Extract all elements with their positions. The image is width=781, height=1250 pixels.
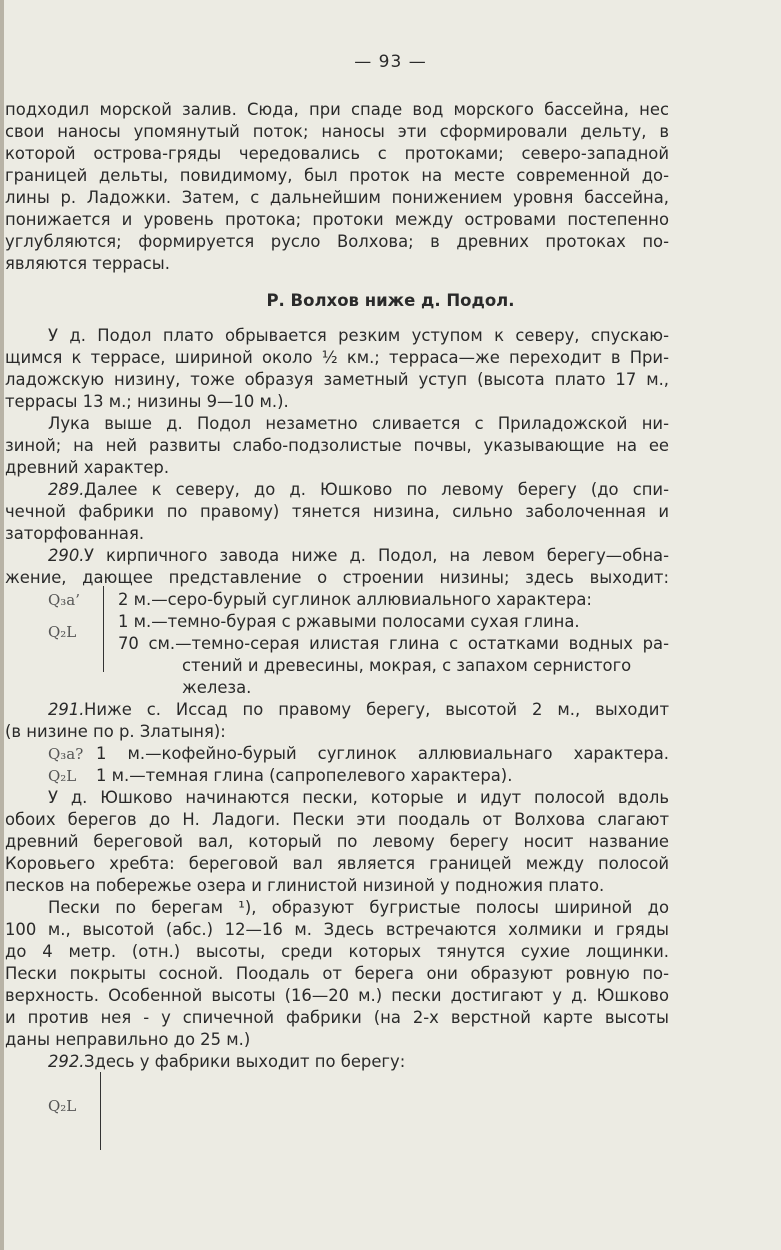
text-line: подходил морской залив. Сюда, при спаде вод морского бассейна, нес	[5, 100, 669, 119]
stratum-index: Q₂L	[48, 623, 77, 641]
stratum-description: стений и древесины, мокрая, с запахом сернистого	[182, 656, 632, 675]
text-line: до 4 метр. (отн.) высоты, среди которых тянутся сухие лощинки.	[5, 942, 669, 961]
text-line: свои наносы упомянутый поток; наносы эти сформировали дельту, в	[5, 122, 669, 141]
text-line: ладожскую низину, тоже образуя заметный уступ (высота плато 17 м.,	[5, 370, 669, 389]
text-line: жение, дающее представление о строении низины; здесь выходит:	[5, 568, 669, 587]
text-line: обоих берегов до Н. Ладоги. Пески эти поодаль от Волхова слагают	[5, 810, 669, 829]
text-line: даны неправильно до 25 м.)	[5, 1030, 251, 1049]
text-line: понижается и уровень протока; протоки между островами постепенно	[5, 210, 669, 229]
stratum-description: 2 м.—серо-бурый суглинок аллювиального характера:	[118, 590, 592, 609]
text-line: песков на побережье озера и глинистой низиной у подножия плато.	[5, 876, 605, 895]
text-line: Пески по берегам ¹), образуют бугристые полосы шириной до	[48, 898, 669, 917]
text-line: которой острова-гряды чередовались с протоками; северо-западной	[5, 144, 669, 163]
text-line: Коровьего хребта: береговой вал является границей между полосой	[5, 854, 669, 873]
text-line: лины р. Ладожки. Затем, с дальнейшим понижением уровня бассейна,	[5, 188, 669, 207]
text-line: заторфованная.	[5, 524, 145, 543]
item-number: 289.	[48, 480, 85, 499]
stratum-description: железа.	[182, 678, 252, 697]
brace-line	[103, 610, 104, 672]
text-line: и против нея - у спичечной фабрики (на 2-х верстной карте высоты	[5, 1008, 669, 1027]
text-line: древний береговой вал, который по левому берегу носит название	[5, 832, 669, 851]
text-line: Лука выше д. Подол незаметно сливается с Приладожской ни-	[48, 414, 669, 433]
text-line: 100 м., высотой (абс.) 12—16 м. Здесь встречаются холмики и гряды	[5, 920, 669, 939]
text-line: зиной; на ней развиты слабо-подзолистые почвы, указывающие на ее	[5, 436, 669, 455]
text-line: Ниже с. Иссад по правому берегу, высотой 2 м., выходит	[84, 700, 669, 719]
item-number: 291.	[48, 700, 85, 719]
text-line: верхность. Особенной высоты (16—20 м.) пески достигают у д. Юшково	[5, 986, 669, 1005]
text-line: древний характер.	[5, 458, 170, 477]
page-edge-shadow	[0, 0, 4, 1250]
stratum-description: 70 см.—темно-серая илистая глина с остатками водных ра-	[118, 634, 669, 653]
text-line: Далее к северу, до д. Юшково по левому берегу (до спи-	[84, 480, 669, 499]
stratum-index: Q₂L	[48, 1097, 77, 1115]
text-line: У д. Подол плато обрывается резким уступом к северу, спускаю-	[48, 326, 669, 345]
text-line: углубляются; формируется русло Волхова; в древних протоках по-	[5, 232, 669, 251]
page-number: — 93 —	[354, 52, 427, 72]
stratum-index: Q₃a’	[48, 591, 81, 609]
section-heading: Р. Волхов ниже д. Подол.	[266, 291, 515, 310]
text-line: границей дельты, повидимому, был проток на месте современной до-	[5, 166, 669, 185]
stratum-index: Q₃a?	[48, 745, 84, 763]
text-line: щимся к террасе, шириной около ½ км.; терраса—же переходит в При-	[5, 348, 669, 367]
text-line: У кирпичного завода ниже д. Подол, на левом берегу—обна-	[84, 546, 669, 565]
stratum-index: Q₂L	[48, 767, 77, 785]
stratum-description: 1 м.—темная глина (сапропелевого характера).	[96, 766, 513, 785]
text-line: У д. Юшково начинаются пески, которые и идут полосой вдоль	[48, 788, 669, 807]
item-number: 290.	[48, 546, 85, 565]
text-line: (в низине по р. Златыня):	[5, 722, 226, 741]
stratum-description: 1 м.—кофейно-бурый суглинок аллювиальнаго характера.	[96, 744, 669, 763]
stratum-description: 1 м.—темно-бурая с ржавыми полосами сухая глина.	[118, 612, 580, 631]
text-line: террасы 13 м.; низины 9—10 м.).	[5, 392, 289, 411]
text-line: чечной фабрики по правому) тянется низина, сильно заболоченная и	[5, 502, 669, 521]
text-line: являются террасы.	[5, 254, 170, 273]
text-line: Здесь у фабрики выходит по берегу:	[84, 1052, 406, 1071]
text-line: Пески покрыты сосной. Поодаль от берега они образуют ровную по-	[5, 964, 669, 983]
item-number: 292.	[48, 1052, 85, 1071]
